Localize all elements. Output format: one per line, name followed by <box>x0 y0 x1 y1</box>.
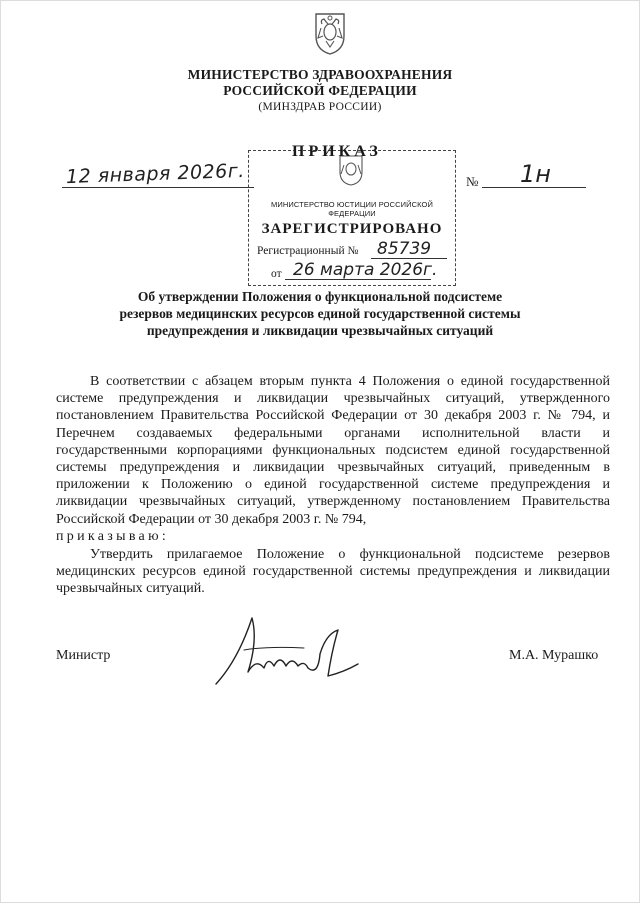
stamp-date-prefix: от <box>271 268 282 280</box>
preamble-text: В соответствии с абзацем вторым пункта 4 Положения о единой государственной системе предупреждения и ликвидации чрезвычайных ситуаций, утвержденного постановлением Правительства Российской Федерации от 30 декабря 2003 г. № 794, и Перечнем создаваемых федеральными органами исполнительной власти и государственными корпорациями функциональных подсистем единой государственной системы предупреждения и ликвидации чрезвычайных ситуаций, приведенным в приложении к Положению о единой государственной системе предупреждения и ликвидации чрезвычайных ситуаций, утвержденному постановлением Правительства Российской Федерации от 30 декабря 2003 г. № 794, <box>56 374 610 527</box>
order-word: приказываю: <box>56 528 170 544</box>
document-title-line1: Об утверждении Положения о функциональной подсистеме <box>137 289 503 304</box>
ministry-abbreviation: (МИНЗДРАВ РОССИИ) <box>258 101 382 113</box>
signer-title: Министр <box>56 648 111 663</box>
stamp-registered: ЗАРЕГИСТРИРОВАНО <box>261 221 443 237</box>
signer-name: М.А. Мурашко <box>509 648 599 663</box>
document-title-line2: резервов медицинских ресурсов единой государственной системы <box>119 306 521 321</box>
order-number: 1н <box>520 160 551 188</box>
ministry-name-line2: РОССИЙСКОЙ ФЕДЕРАЦИИ <box>223 83 417 98</box>
document-title-line3: предупреждения и ликвидации чрезвычайных ситуаций <box>146 323 494 338</box>
order-number-sign: № <box>466 174 479 189</box>
stamp-registration-number: 85739 <box>377 239 432 259</box>
order-date: 12 января 2026г. <box>65 159 246 189</box>
stamp-date: 26 марта 2026г. <box>293 260 438 280</box>
ministry-name-line1: МИНИСТЕРСТВО ЗДРАВООХРАНЕНИЯ <box>187 67 453 82</box>
stamp-registration-label: Регистрационный № <box>257 245 359 257</box>
order-heading: ПРИКАЗ <box>292 143 382 160</box>
stamp-date-underline <box>285 279 431 280</box>
stamp-ministry: МИНИСТЕРСТВО ЮСТИЦИИ РОССИЙСКОЙ ФЕДЕРАЦИИ <box>271 200 433 218</box>
handwritten-signature <box>208 610 378 692</box>
date-underline <box>62 187 254 188</box>
preamble-paragraph <box>56 373 610 545</box>
order-paragraph: Утвердить прилагаемое Положение о функциональной подсистеме резервов медицинских ресурсов единой государственной системы предупреждения и ликвидации чрезвычайных ситуаций. <box>56 547 610 597</box>
registration-stamp <box>248 150 456 286</box>
stamp-number-underline <box>371 258 447 259</box>
coat-of-arms-icon <box>312 10 348 56</box>
